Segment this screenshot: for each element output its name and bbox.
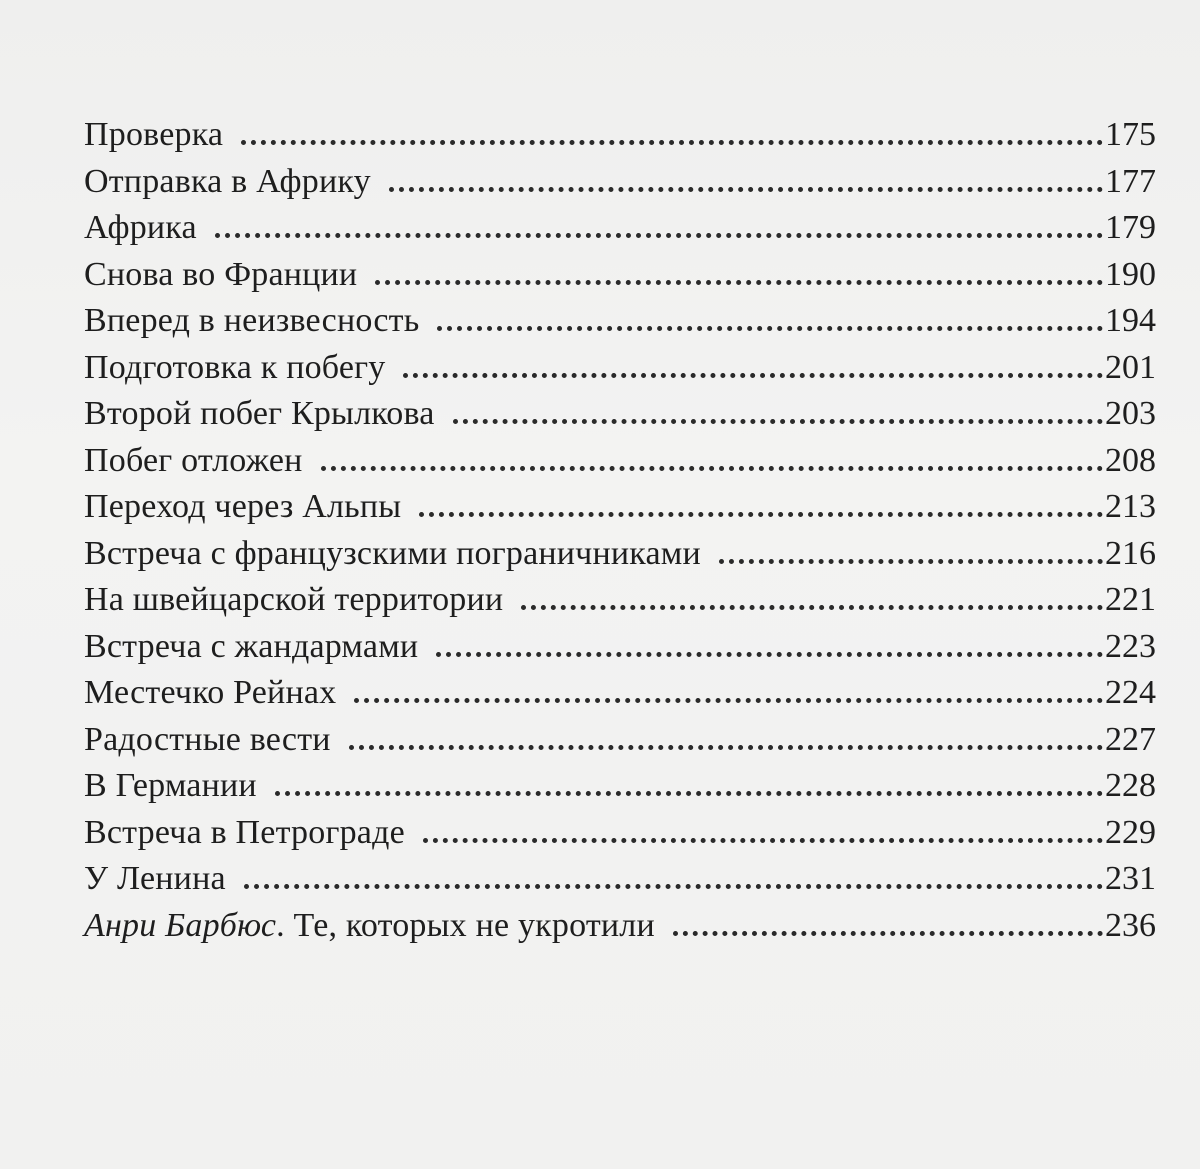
toc-entry [84,252,1156,299]
toc-entry [84,159,1156,206]
toc-entry [84,298,1156,345]
dot-leader [403,373,1103,378]
entry-title: Радостные вести [84,720,331,758]
dot-leader [215,233,1103,238]
entry-title-text: Те, которых не укротили [293,906,655,944]
entry-title: Вперед в неизвесность [84,302,420,339]
entry-title: Подготовка к побегу [84,348,386,386]
dot-leader [354,698,1103,703]
toc-entry [84,717,1156,764]
entry-page-number: 224 [1105,674,1156,711]
toc-entry [84,112,1156,159]
entry-page-number: 203 [1105,395,1156,432]
entry-page-number: 216 [1105,534,1156,572]
dot-leader [321,466,1103,471]
entry-page-number: 223 [1105,627,1156,665]
entry-page-number: 175 [1105,116,1156,153]
toc-entry [84,345,1156,392]
entry-title: Встреча с французскими пограничниками [84,534,701,572]
toc-entry [84,484,1156,531]
toc-entry [84,531,1156,578]
entry-title: Анри Барбюс. Те, которых не укротили [84,906,655,944]
toc-entry [84,670,1156,717]
toc-entry [84,763,1156,810]
entry-page-number: 231 [1105,860,1156,897]
toc-entry [84,810,1156,857]
entry-title: Встреча в Петрограде [84,813,405,851]
dot-leader [453,419,1103,424]
toc-entry [84,577,1156,624]
entry-title: Проверка [84,116,224,153]
entry-page-number: 190 [1105,255,1156,293]
entry-title: Местечко Рейнах [84,674,337,711]
dot-leader [423,838,1103,843]
toc-entry [84,391,1156,438]
entry-page-number: 213 [1105,488,1156,525]
entry-page-number: 228 [1105,767,1156,804]
toc-entry [84,438,1156,485]
entry-title: Встреча с жандармами [84,627,419,665]
entry-page-number: 208 [1105,441,1156,479]
toc-entry [84,205,1156,252]
entry-page-number: 201 [1105,348,1156,386]
entry-page-number: 177 [1105,162,1156,200]
dot-leader [719,559,1103,564]
entry-title: Отправка в Африку [84,162,371,200]
dot-leader [389,187,1103,192]
entry-page-number: 179 [1105,209,1156,246]
entry-title: Переход через Альпы [84,488,402,525]
toc-entry [84,624,1156,671]
dot-leader [375,280,1103,285]
toc-entry [84,856,1156,903]
dot-leader [349,745,1103,750]
table-of-contents [84,112,1156,949]
dot-leader [673,931,1103,936]
dot-leader [275,791,1103,796]
dot-leader [436,652,1103,657]
entry-title: Африка [84,209,197,246]
dot-leader [244,884,1103,889]
dot-leader [521,605,1103,610]
dot-leader [437,326,1103,331]
entry-page-number: 229 [1105,813,1156,851]
entry-title: В Германии [84,767,257,804]
dot-leader [419,512,1103,517]
entry-title: На швейцарской территории [84,581,504,618]
entry-page-number: 236 [1105,906,1156,944]
entry-title: Снова во Франции [84,255,358,293]
entry-page-number: 227 [1105,720,1156,758]
dot-leader [241,140,1103,145]
entry-title: Второй побег Крылкова [84,395,435,432]
entry-title: У Ленина [84,860,226,897]
entry-title: Побег отложен [84,441,303,479]
toc-entry [84,903,1156,950]
entry-page-number: 194 [1105,302,1156,339]
entry-page-number: 221 [1105,581,1156,618]
entry-author: Анри Барбюс [84,906,277,944]
